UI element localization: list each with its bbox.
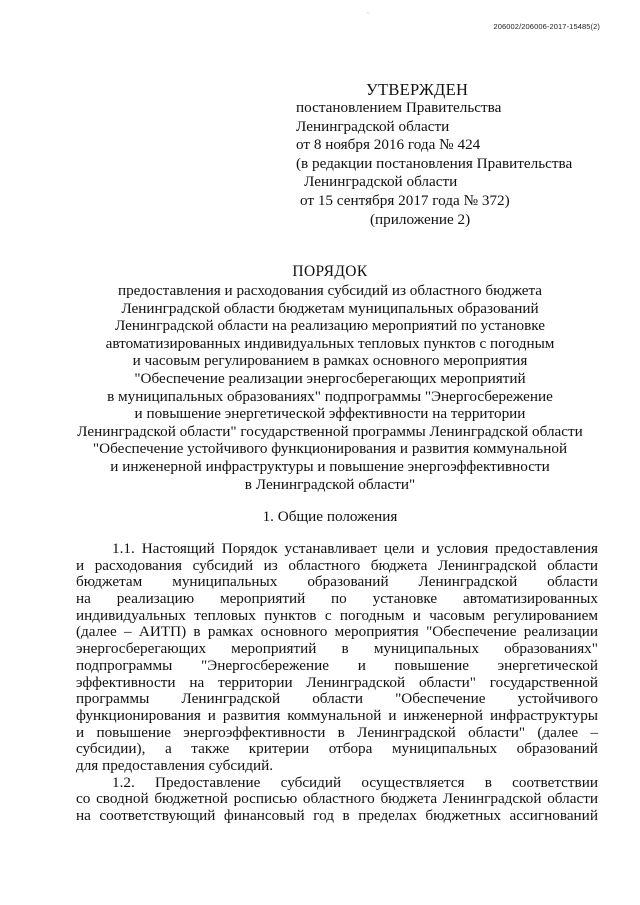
paragraph-line: (далее – АИТП) в рамках основного мероприятия "Обеспечение реализации: [76, 623, 598, 641]
approval-line: (в редакции постановления Правительства: [296, 154, 573, 172]
order-subtitle-line: и повышение энергетической эффективности на территории: [134, 405, 526, 423]
paragraph-line: 1.2. Предоставление субсидий осуществляется в соответствии: [112, 773, 598, 791]
order-subtitle-line: предоставления и расходования субсидий из областного бюджета: [117, 282, 543, 299]
approval-line: Ленинградской области: [304, 173, 458, 191]
paragraph-line: функционирования и развития коммунальной и инженерной инфраструктуры: [76, 706, 598, 724]
document-id: 206002/206006-2017-15485(2): [493, 22, 600, 31]
paragraph-line: на соответствующий финансовый год в пределах бюджетных ассигнований: [76, 807, 598, 824]
order-subtitle-line: Ленинградской области на реализацию мероприятий по установке: [114, 317, 546, 335]
paragraph-line: программы Ленинградской области "Обеспечение устойчивого: [76, 690, 598, 708]
order-subtitle-line: Ленинградской области бюджетам муниципальных образований: [121, 299, 539, 317]
scan-mark: ˎ: [367, 8, 369, 14]
order-heading: [40, 262, 620, 493]
paragraph-line: подпрограммы "Энергосбережение и повышение энергетической: [76, 656, 598, 674]
approval-line: постановлением Правительства: [296, 99, 502, 116]
order-subtitle-line: и часовым регулированием в рамках основного мероприятия: [132, 352, 528, 370]
paragraph-line: 1.1. Настоящий Порядок устанавливает цели и условия предоставления: [112, 540, 598, 557]
order-subtitle-line: "Обеспечение реализации энергосберегающих мероприятий: [134, 369, 526, 387]
paragraph-line: энергосберегающих мероприятий в муниципальных образованиях": [76, 640, 598, 658]
paragraph-line: и расходования субсидий из областного бюджета Ленинградской области: [76, 556, 598, 574]
paragraph-line: субсидии), а также критерии отбора муниципальных образований: [76, 740, 598, 758]
order-subtitle-line: в муниципальных образованиях" подпрограммы "Энергосбережение: [107, 387, 553, 405]
body-text: [76, 541, 598, 825]
approval-annex: (приложение 2): [370, 210, 471, 228]
section-heading: 1. Общие положения: [262, 508, 398, 525]
approval-line: от 15 сентября 2017 года № 372): [300, 191, 510, 209]
order-subtitle-line: Ленинградской области" государственной программы Ленинградской области: [77, 422, 583, 440]
order-title: ПОРЯДОК: [292, 263, 368, 280]
order-subtitle-line: автоматизированных индивидуальных тепловых пунктов с погодным: [105, 334, 555, 352]
paragraph-line: для предоставления субсидий.: [76, 756, 273, 774]
approval-title: УТВЕРЖДЕН: [366, 80, 469, 99]
approval-line: Ленинградской области: [296, 117, 450, 135]
approval-block: [296, 80, 596, 229]
paragraph-line: эффективности на территории Ленинградской области" государственной: [76, 673, 598, 691]
paragraph-line: на реализацию мероприятий по установке автоматизированных: [76, 590, 598, 608]
approval-line: от 8 ноября 2016 года № 424: [296, 136, 481, 154]
paragraph-line: и повышение энергоэффективности в Ленинградской области" (далее –: [76, 723, 598, 741]
order-subtitle-line: "Обеспечение устойчивого функционирования и развития коммунальной: [92, 440, 568, 458]
paragraph-line: со сводной бюджетной росписью областного бюджета Ленинградской области: [76, 790, 598, 808]
paragraph-line: бюджетам муниципальных образований Ленинградской области: [76, 573, 598, 591]
order-subtitle-line: в Ленинградской области": [244, 475, 416, 493]
paragraph-line: индивидуальных тепловых пунктов с погодным и часовым регулированием: [76, 606, 598, 624]
order-subtitle-line: и инженерной инфраструктуры и повышение энергоэффективности: [110, 457, 550, 475]
